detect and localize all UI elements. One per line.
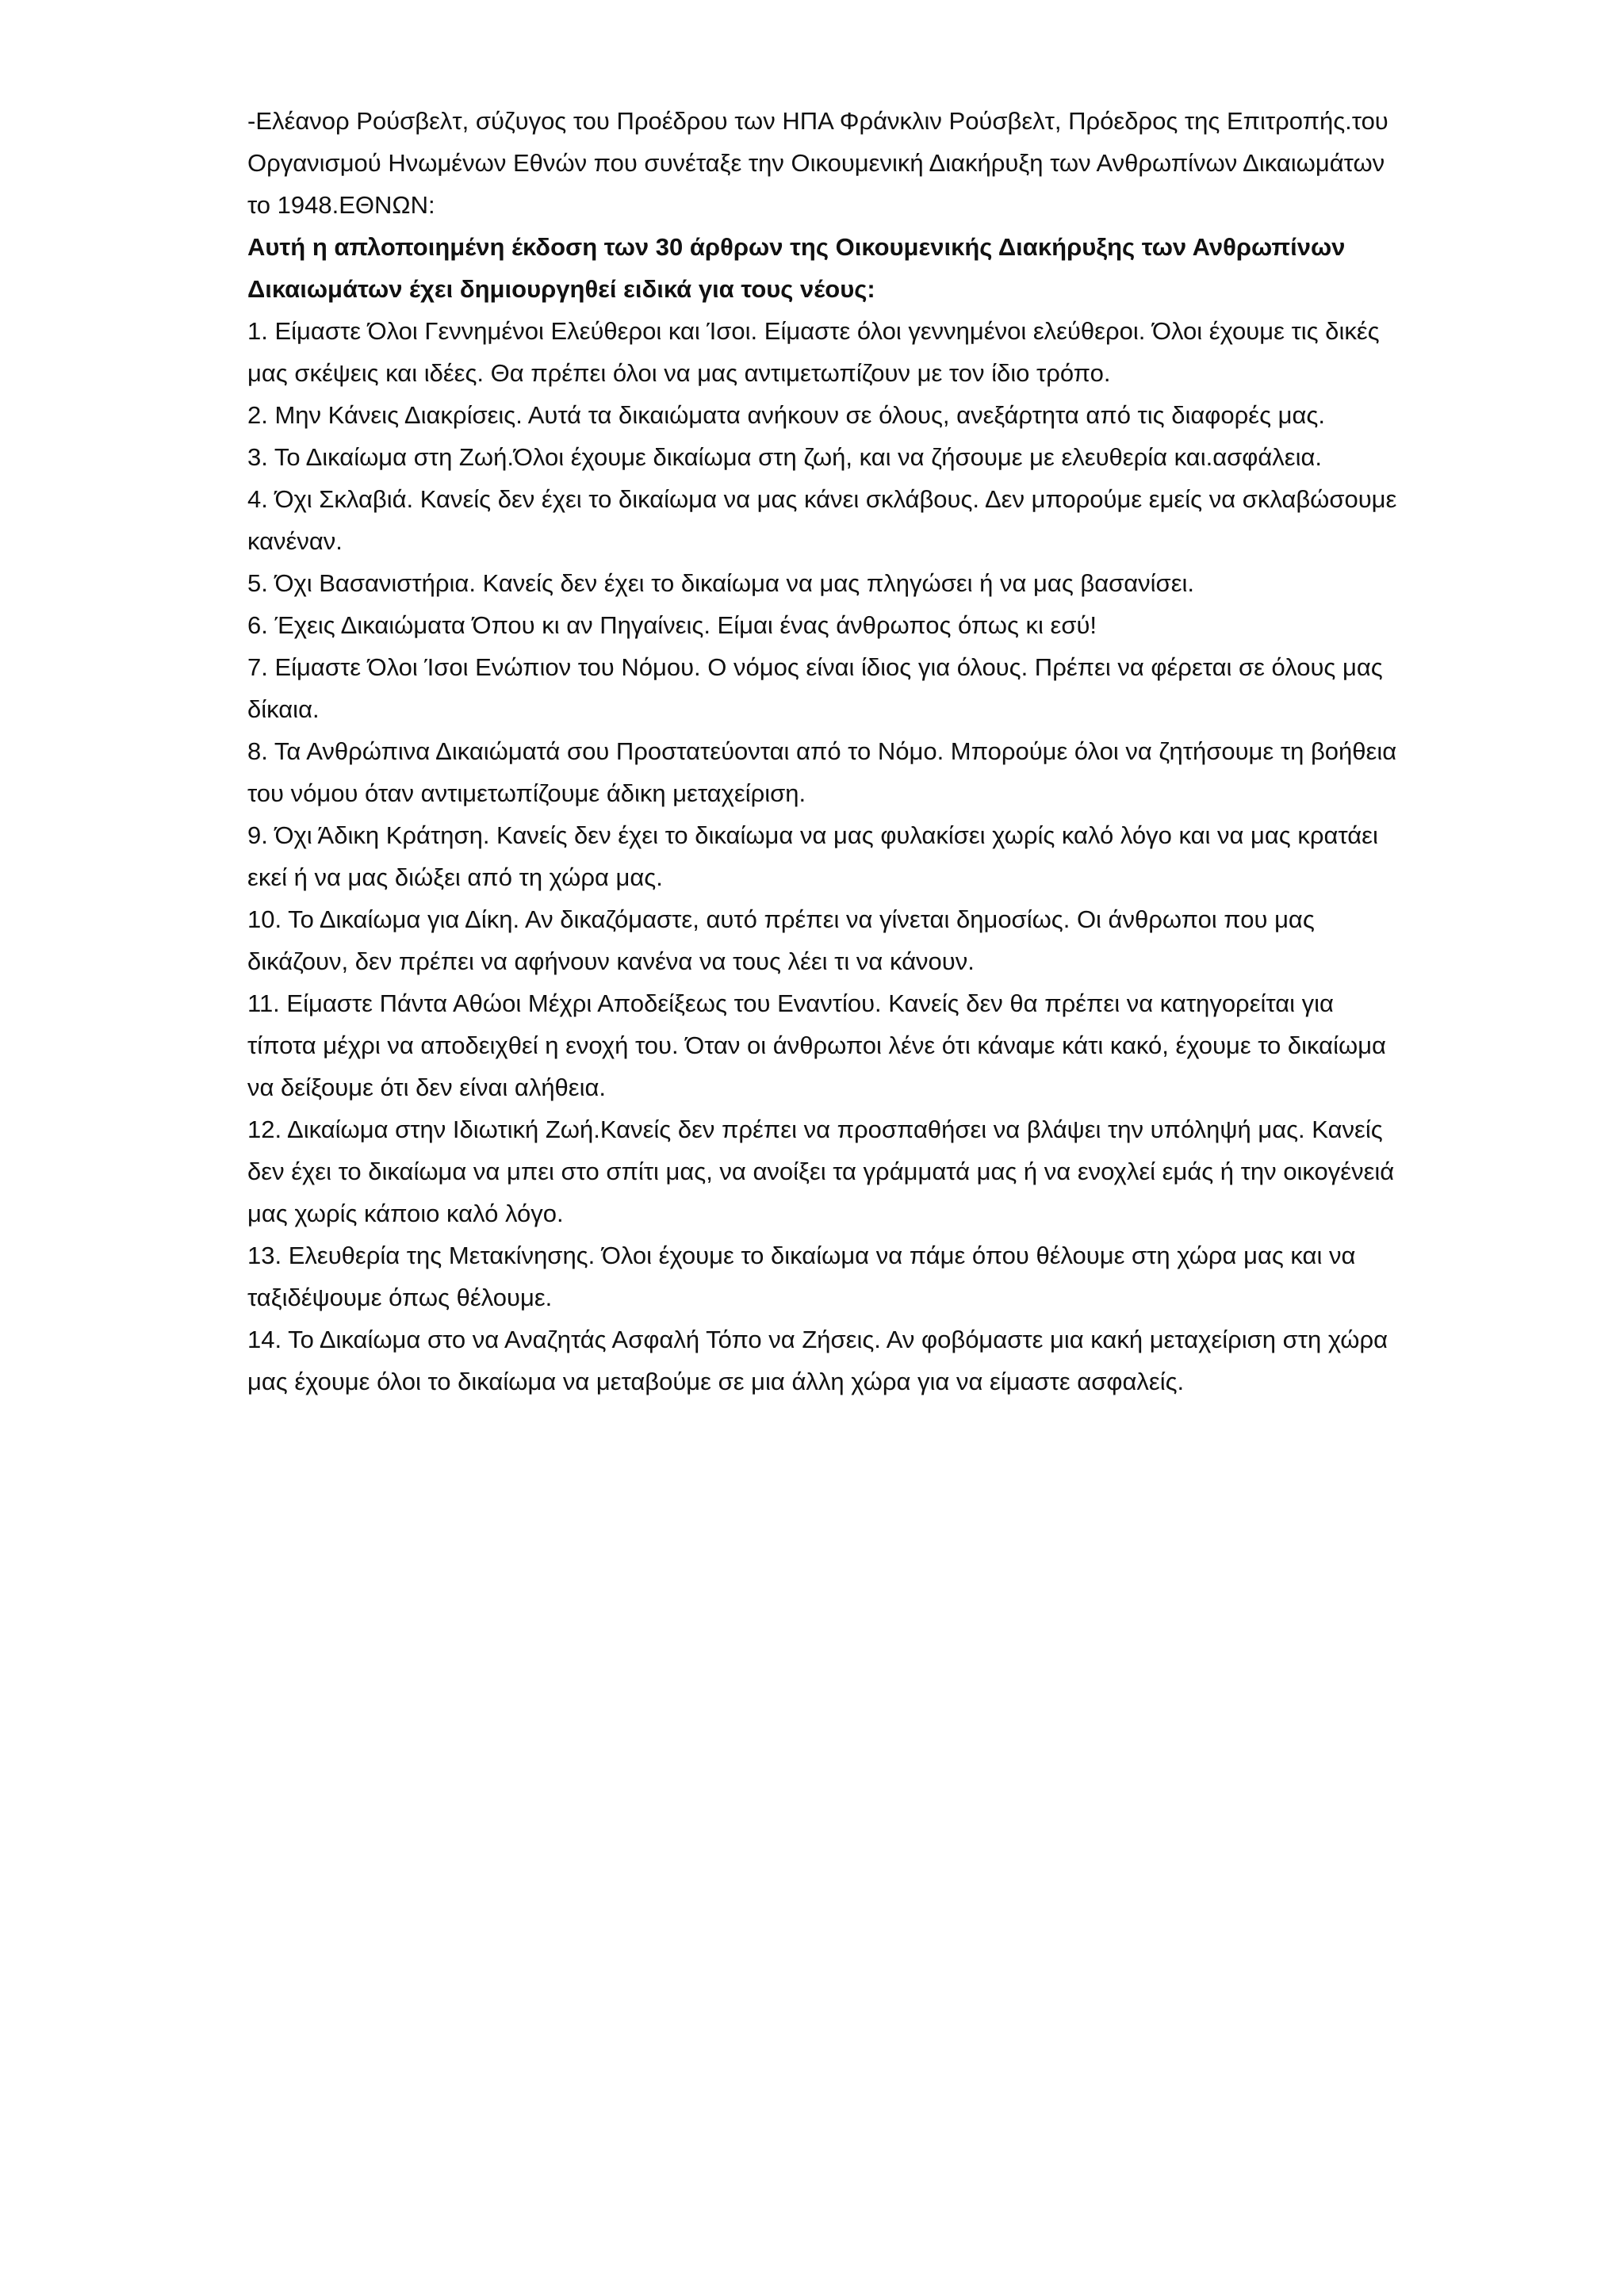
article-3: 3. Το Δικαίωμα στη Ζωή.Όλοι έχουμε δικαίωμα στη ζωή, και να ζήσουμε με ελευθερία και.ασφάλεια. xyxy=(247,443,1323,471)
article-5: 5. Όχι Βασανιστήρια. Κανείς δεν έχει το δικαίωμα να μας πληγώσει ή να μας βασανίσει. xyxy=(247,569,1195,597)
article-9: 9. Όχι Άδικη Κράτηση. Κανείς δεν έχει το δικαίωμα να μας φυλακίσει χωρίς καλό λόγο και να μας κρατάει εκεί ή να μας διώξει από τη χώρα μας. xyxy=(247,821,1378,891)
article-14: 14. Το Δικαίωμα στο να Αναζητάς Ασφαλή Τόπο να Ζήσεις. Αν φοβόμαστε μια κακή μεταχείριση στη χώρα μας έχουμε όλοι το δικαίωμα να μεταβούμε σε μια άλλη χώρα για να είμαστε ασφαλείς. xyxy=(247,1326,1388,1395)
article-11: 11. Είμαστε Πάντα Αθώοι Μέχρι Αποδείξεως του Εναντίου. Κανείς δεν θα πρέπει να κατηγορείται για τίποτα μέχρι να αποδειχθεί η ενοχή του. Όταν οι άνθρωποι λένε ότι κάναμε κάτι κακό, έχουμε το δικαίωμα να δείξουμε ότι δεν είναι αλήθεια. xyxy=(247,989,1386,1101)
article-4: 4. Όχι Σκλαβιά. Κανείς δεν έχει το δικαίωμα να μας κάνει σκλάβους. Δεν μπορούμε εμείς να σκλαβώσουμε κανέναν. xyxy=(247,485,1397,555)
article-8: 8. Τα Ανθρώπινα Δικαιώματά σου Προστατεύονται από το Νόμο. Μπορούμε όλοι να ζητήσουμε τη βοήθεια του νόμου όταν αντιμετωπίζουμε άδικη μεταχείριση. xyxy=(247,737,1397,807)
article-2: 2. Μην Κάνεις Διακρίσεις. Αυτά τα δικαιώματα ανήκουν σε όλους, ανεξάρτητα από τις διαφορές μας. xyxy=(247,401,1325,429)
article-12: 12. Δικαίωμα στην Ιδιωτική Ζωή.Κανείς δεν πρέπει να προσπαθήσει να βλάψει την υπόληψή μας. Κανείς δεν έχει το δικαίωμα να μπει στο σπίτι μας, να ανοίξει τα γράμματά μας ή να ενοχλεί εμάς ή την οικογένειά μας χωρίς κάποιο καλό λόγο. xyxy=(247,1115,1395,1227)
article-6: 6. Έχεις Δικαιώματα Όπου κι αν Πηγαίνεις. Είμαι ένας άνθρωπος όπως κι εσύ! xyxy=(247,611,1097,639)
intro-paragraph: -Ελέανορ Ρούσβελτ, σύζυγος του Προέδρου των ΗΠΑ Φράνκλιν Ρούσβελτ, Πρόεδρος της Επιτροπής.του Οργανισμού Ηνωμένων Εθνών που συνέταξε την Οικουμενική Διακήρυξη των Ανθρωπίνων Δικαιωμάτων το 1948.ΕΘΝΩΝ: xyxy=(247,107,1388,219)
lead-paragraph: Αυτή η απλοποιημένη έκδοση των 30 άρθρων της Οικουμενικής Διακήρυξης των Ανθρωπίνων Δικαιωμάτων έχει δημιουργηθεί ειδικά για τους νέους: xyxy=(247,233,1346,303)
article-1: 1. Είμαστε Όλοι Γεννημένοι Ελεύθεροι και Ίσοι. Είμαστε όλοι γεννημένοι ελεύθεροι. Όλοι έχουμε τις δικές μας σκέψεις και ιδέες. Θα πρέπει όλοι να μας αντιμετωπίζουν με τον ίδιο τρόπο. xyxy=(247,317,1380,387)
document-page xyxy=(247,100,1405,1402)
article-10: 10. Το Δικαίωμα για Δίκη. Αν δικαζόμαστε, αυτό πρέπει να γίνεται δημοσίως. Οι άνθρωποι που μας δικάζουν, δεν πρέπει να αφήνουν κανένα να τους λέει τι να κάνουν. xyxy=(247,905,1315,975)
article-13: 13. Ελευθερία της Μετακίνησης. Όλοι έχουμε το δικαίωμα να πάμε όπου θέλουμε στη χώρα μας και να ταξιδέψουμε όπως θέλουμε. xyxy=(247,1242,1356,1311)
article-7: 7. Είμαστε Όλοι Ίσοι Ενώπιον του Νόμου. Ο νόμος είναι ίδιος για όλους. Πρέπει να φέρεται σε όλους μας δίκαια. xyxy=(247,653,1383,723)
